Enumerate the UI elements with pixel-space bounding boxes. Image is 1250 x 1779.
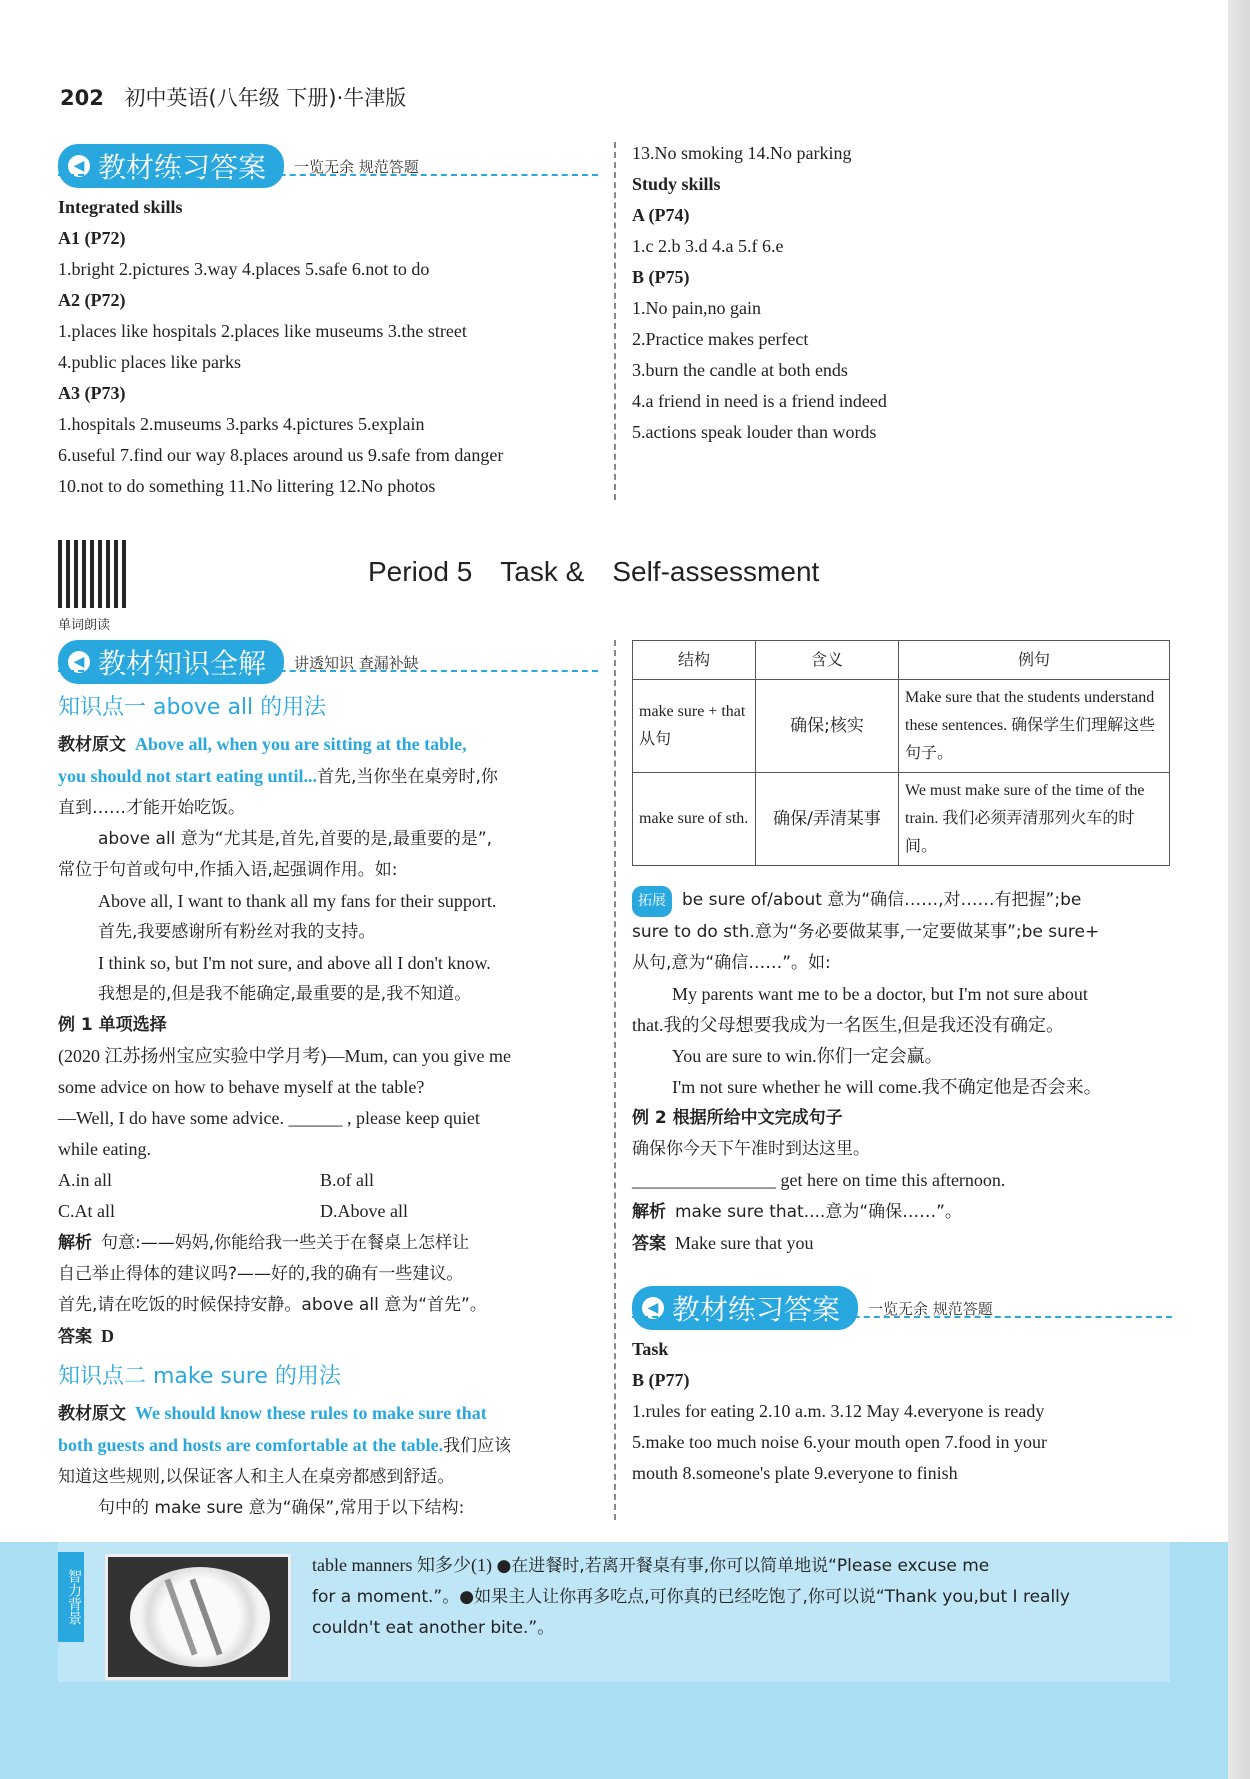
a-label: A (P74) — [632, 205, 690, 225]
page-header — [60, 82, 406, 112]
source-label: 教材原文 — [58, 735, 126, 755]
analysis-label: 解析 — [632, 1202, 666, 1222]
extension-text: be sure of/about 意为“确信……,对……有把握”;be — [682, 890, 1082, 910]
explanation: 常位于句首或句中,作插入语,起强调作用。如: — [58, 860, 398, 880]
tip-side-label: 智力背景 — [58, 1552, 84, 1642]
a2-label: A2 (P72) — [58, 290, 126, 310]
task-answers: 1.rules for eating 2.10 a.m. 3.12 May 4.everyone is ready — [632, 1401, 1045, 1421]
a1-label: A1 (P72) — [58, 228, 126, 248]
question-text: (2020 江苏扬州宝应实验中学月考)—Mum, can you give me — [58, 1046, 511, 1066]
table-header: 含义 — [756, 641, 899, 680]
divider — [632, 1316, 1172, 1318]
period-task: Task & — [500, 556, 585, 587]
knowledge-point-1 — [58, 684, 598, 1524]
banner-subtitle: 讲透知识 查漏补缺 — [294, 653, 419, 672]
example-label: 例 2 根据所给中文完成句子 — [632, 1108, 843, 1128]
answer-value: D — [101, 1326, 114, 1346]
example-english: that.我的父母想要我成为一名医生,但是我还没有确定。 — [632, 1015, 1064, 1035]
example-english: You are sure to win.你们一定会赢。 — [672, 1046, 943, 1066]
answers-banner-bottom — [632, 1288, 993, 1328]
option-b: B.of all — [320, 1170, 374, 1190]
kp-title: 知识点二 make sure 的用法 — [58, 1364, 341, 1389]
table-cell: 确保;核实 — [756, 680, 899, 773]
example-chinese: 首先,我要感谢所有粉丝对我的支持。 — [98, 922, 376, 942]
option-d: D.Above all — [320, 1201, 408, 1221]
example-label: 例 1 单项选择 — [58, 1015, 167, 1035]
table-cell: We must make sure of the time of the train. 我们必须弄清那列火车的时间。 — [899, 773, 1170, 866]
extension-tag: 拓展 — [632, 886, 672, 917]
divider — [58, 174, 598, 176]
source-chinese: 知道这些规则,以保证客人和主人在桌旁都感到舒适。 — [58, 1467, 455, 1487]
period-title — [368, 556, 847, 588]
answer-label: 答案 — [632, 1234, 666, 1254]
analysis-text: 首先,请在吃饭的时候保持安静。above all 意为“首先”。 — [58, 1295, 487, 1315]
source-chinese: 我们应该 — [443, 1436, 512, 1456]
banner-title: 教材练习答案 — [672, 1293, 841, 1326]
speaker-icon: ◀ — [68, 155, 90, 177]
b-answer: 4.a friend in need is a friend indeed — [632, 391, 887, 411]
banner-title: 教材知识全解 — [98, 647, 267, 680]
knowledge-banner — [58, 642, 419, 682]
table-row — [633, 773, 1170, 866]
source-english: Above all, when you are sitting at the table, — [135, 734, 467, 754]
answers-banner-top — [58, 146, 419, 186]
qr-label: 单词朗读 — [58, 618, 111, 633]
question-text: while eating. — [58, 1139, 151, 1159]
example-english: I'm not sure whether he will come.我不确定他是否会来。 — [672, 1077, 1102, 1097]
source-label: 教材原文 — [58, 1404, 126, 1424]
question-text: some advice on how to behave myself at the table? — [58, 1077, 425, 1097]
example-chinese: 确保你今天下午准时到达这里。 — [632, 1139, 870, 1159]
b-answer: 3.burn the candle at both ends — [632, 360, 848, 380]
extension-text: sure to do sth.意为“务必要做某事,一定要做某事”;be sure+ — [632, 922, 1100, 942]
period-topic: Self-assessment — [612, 556, 820, 587]
tip-title: table manners 知多少(1) — [312, 1555, 492, 1575]
source-english: both guests and hosts are comfortable at the table. — [58, 1435, 444, 1455]
a3-answers: 10.not to do something 11.No littering 12.No photos — [58, 476, 436, 496]
table-cell: Make sure that the students understand these sentences. 确保学生们理解这些句子。 — [899, 680, 1170, 773]
b-label: B (P77) — [632, 1370, 690, 1390]
answers-line: 13.No smoking 14.No parking — [632, 143, 852, 163]
explanation: above all 意为“尤其是,首先,首要的是,最重要的是”, — [98, 829, 493, 849]
section-heading: Study skills — [632, 174, 721, 194]
task-section — [632, 1334, 1172, 1489]
table-cell: make sure of sth. — [633, 773, 756, 866]
speaker-icon: ◀ — [642, 1297, 664, 1319]
table-cell: 确保/弄清某事 — [756, 773, 899, 866]
column-divider — [614, 640, 616, 1520]
tip-text — [312, 1550, 1152, 1643]
b-label: B (P75) — [632, 267, 690, 287]
option-c: C.At all — [58, 1201, 115, 1221]
tip-line: for a moment.”。●如果主人让你再多吃点,可你真的已经吃饱了,你可以说“Thank you,but I really — [312, 1587, 1070, 1607]
table-cell: make sure + that 从句 — [633, 680, 756, 773]
plate-image — [105, 1554, 291, 1680]
example-english: Above all, I want to thank all my fans for their support. — [98, 891, 497, 911]
example-chinese: 我想是的,但是我不能确定,最重要的是,我不知道。 — [98, 984, 472, 1004]
section-heading: Integrated skills — [58, 197, 183, 217]
banner-subtitle: 一览无余 规范答题 — [294, 157, 419, 176]
b-answer: 2.Practice makes perfect — [632, 329, 809, 349]
source-english: We should know these rules to make sure that — [135, 1403, 487, 1423]
tip-line: couldn't eat another bite.”。 — [312, 1618, 555, 1638]
a2-answers: 4.public places like parks — [58, 352, 241, 372]
plate-icon — [130, 1567, 270, 1667]
divider — [58, 670, 598, 672]
kp-title: 知识点一 above all 的用法 — [58, 695, 327, 720]
extension-section — [632, 884, 1172, 1260]
table-header: 结构 — [633, 641, 756, 680]
extension-text: 从句,意为“确信……”。如: — [632, 953, 831, 973]
a3-answers: 1.hospitals 2.museums 3.parks 4.pictures 5.explain — [58, 414, 425, 434]
period-number: Period 5 — [368, 556, 473, 587]
integrated-skills-section — [58, 192, 603, 502]
answer-label: 答案 — [58, 1327, 92, 1347]
table-header: 例句 — [899, 641, 1170, 680]
page-number: 202 — [60, 86, 104, 110]
qr-code[interactable] — [58, 540, 126, 608]
explanation: 句中的 make sure 意为“确保”,常用于以下结构: — [98, 1498, 465, 1518]
example-english: I think so, but I'm not sure, and above all I don't know. — [98, 953, 491, 973]
answer-value: Make sure that you — [675, 1233, 814, 1253]
a2-answers: 1.places like hospitals 2.places like museums 3.the street — [58, 321, 467, 341]
analysis-text: 句意:——妈妈,你能给我一些关于在餐桌上怎样让 — [101, 1233, 470, 1253]
footer-background — [0, 1542, 1228, 1779]
option-a: A.in all — [58, 1170, 112, 1190]
task-answers: 5.make too much noise 6.your mouth open 7.food in your — [632, 1432, 1047, 1452]
b-answer: 1.No pain,no gain — [632, 298, 761, 318]
column-divider — [614, 142, 616, 500]
section-heading: Task — [632, 1339, 669, 1359]
speaker-icon: ◀ — [68, 651, 90, 673]
table-row — [633, 680, 1170, 773]
a1-answers: 1.bright 2.pictures 3.way 4.places 5.safe 6.not to do — [58, 259, 430, 279]
banner-subtitle: 一览无余 规范答题 — [868, 1299, 993, 1318]
fill-blank: ________________ get here on time this afternoon. — [632, 1170, 1006, 1190]
a3-label: A3 (P73) — [58, 383, 126, 403]
source-chinese: 直到……才能开始吃饭。 — [58, 798, 245, 818]
question-text: —Well, I do have some advice. ______ , please keep quiet — [58, 1108, 480, 1128]
a-answers: 1.c 2.b 3.d 4.a 5.f 6.e — [632, 236, 784, 256]
task-answers: mouth 8.someone's plate 9.everyone to finish — [632, 1463, 958, 1483]
make-sure-table — [632, 640, 1170, 866]
analysis-text: 自己举止得体的建议吗?——好的,我的确有一些建议。 — [58, 1264, 464, 1284]
analysis-text: make sure that....意为“确保……”。 — [675, 1202, 962, 1222]
source-chinese: 首先,当你坐在桌旁时,你 — [317, 767, 498, 787]
banner-title: 教材练习答案 — [98, 151, 267, 184]
page-edge — [1228, 0, 1250, 1779]
study-skills-section — [632, 138, 1172, 448]
book-title: 初中英语(八年级 下册)·牛津版 — [124, 86, 407, 110]
b-answer: 5.actions speak louder than words — [632, 422, 877, 442]
source-english: you should not start eating until... — [58, 766, 318, 786]
example-english: My parents want me to be a doctor, but I'm not sure about — [672, 984, 1088, 1004]
analysis-label: 解析 — [58, 1233, 92, 1253]
tip-line: ●在进餐时,若离开餐桌有事,你可以简单地说“Please excuse me — [496, 1556, 990, 1576]
a3-answers: 6.useful 7.find our way 8.places around us 9.safe from danger — [58, 445, 504, 465]
